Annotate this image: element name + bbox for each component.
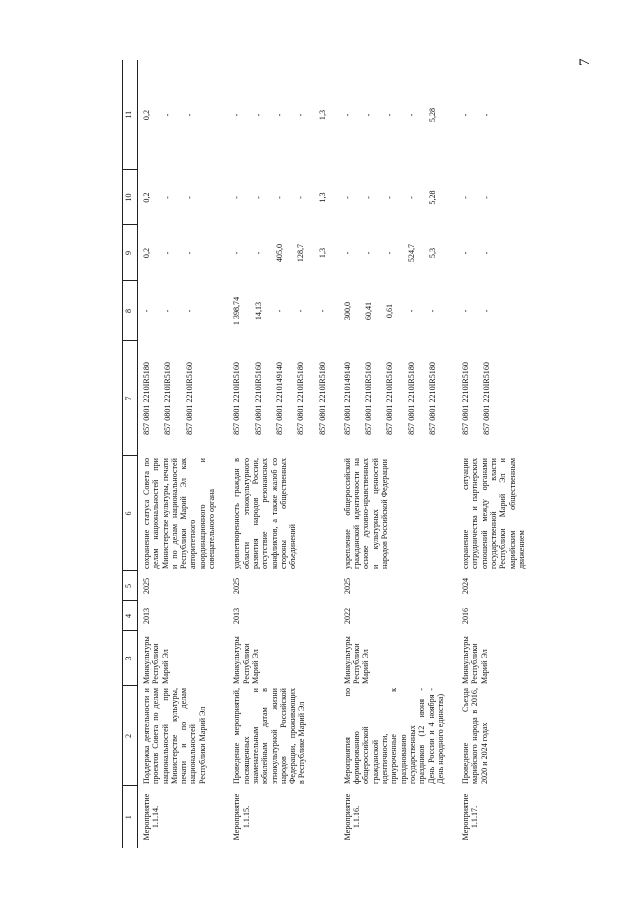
value-cell: 5,28 (428, 107, 438, 123)
kbk-code: 857 0801 2210IR5180 (428, 362, 438, 435)
value-cell: - (274, 113, 284, 117)
kbk-code: 857 0801 2210IR5180 (296, 362, 306, 435)
activity-name: Проведение Съезда марийского народа в 2016, 2020 и 2024 годах (461, 688, 489, 784)
value-cell: - (317, 309, 327, 313)
col8-values (457, 281, 538, 341)
value-cell: 60,41 (364, 301, 374, 321)
value-cell: - (342, 251, 352, 255)
value-cell: - (184, 113, 194, 117)
activity-name: Проведение мероприятий, посвященных знаменательным и юбилейным датам в этнокультурной жизни народов Российской Федерации, проживающих в Республике Марий Эл (232, 688, 307, 784)
col8-values (138, 281, 229, 341)
value-cell: - (184, 309, 194, 313)
start-year: 2022 (342, 607, 352, 625)
end-year: 2024 (461, 577, 471, 595)
value-cell: 0,2 (142, 192, 151, 203)
value-cell: - (253, 113, 263, 117)
start-year: 2016 (461, 607, 471, 625)
kbk-code: 857 0801 2210IR5180 (142, 362, 151, 435)
value-cell: - (461, 309, 471, 313)
value-cell: - (296, 196, 306, 199)
table-row (228, 60, 338, 848)
start-year: 2013 (232, 607, 242, 625)
kbk-codes (228, 341, 338, 456)
col9-values (457, 225, 538, 281)
column-header: 3 (123, 631, 138, 686)
value-cell: - (461, 251, 471, 255)
value-cell: - (342, 113, 352, 117)
col8-values (339, 281, 457, 341)
col10-values (228, 170, 338, 225)
value-cell: - (461, 196, 471, 199)
kbk-code: 857 0801 2210IR5160 (163, 362, 173, 435)
activity-name: Мероприятия по формированию общероссийской гражданской идентичности, приуроченные к празднованию государственных праздников (12 июня - День России и 4 ноября - День народного единства) (342, 688, 445, 784)
column-header: 2 (123, 686, 138, 786)
value-cell: - (406, 196, 416, 199)
executor: Минкультуры Республики Марий Эл (342, 636, 371, 684)
value-cell: 1 398,74 (232, 296, 242, 326)
value-cell: - (482, 113, 492, 117)
col9-values (138, 225, 229, 281)
kbk-code: 857 0801 2210IR5160 (253, 362, 263, 435)
column-header: 1 (123, 786, 138, 848)
value-cell: - (482, 196, 492, 199)
col9-values (339, 225, 457, 281)
value-cell: - (163, 113, 173, 117)
activity-id: Мероприятие 1.1.15. (232, 793, 251, 841)
kbk-code: 857 0801 2210IR5160 (461, 362, 471, 435)
value-cell: 1,3 (317, 247, 327, 259)
value-cell: - (184, 251, 194, 255)
kbk-code: 857 0801 2210IR5160 (364, 362, 374, 435)
end-year: 2025 (342, 577, 352, 595)
activity-id: Мероприятие 1.1.17. (461, 793, 480, 841)
executor: Минкультуры Республики Марий Эл (232, 636, 260, 684)
value-cell: 128,7 (296, 243, 306, 263)
value-cell: - (274, 309, 284, 313)
kbk-code: 857 0801 2210IR5160 (385, 362, 395, 435)
header-row (123, 60, 138, 848)
kbk-code: 857 0801 2210IR5180 (317, 362, 327, 435)
column-header: 9 (123, 225, 138, 281)
value-cell: - (461, 113, 471, 117)
expected-result: сохранение ситуации сотрудничества и партнерских отношений между органами государственной власти Республики Марий Эл и марийским общественным движением (461, 458, 526, 569)
col11-values (339, 60, 457, 170)
executor: Минкультуры Республики Марий Эл (461, 636, 489, 684)
value-cell: - (385, 113, 395, 117)
col11-values (457, 60, 538, 170)
column-header: 8 (123, 281, 138, 341)
table-row (138, 60, 229, 848)
value-cell: - (296, 309, 306, 313)
col10-values (457, 170, 538, 225)
value-cell: - (253, 196, 263, 199)
value-cell: - (364, 196, 374, 199)
value-cell: - (364, 113, 374, 117)
value-cell: - (163, 251, 173, 255)
rotated-landscape-page (122, 60, 526, 848)
kbk-code: 857 0801 2210IR5160 (232, 362, 242, 435)
value-cell: - (482, 251, 492, 255)
value-cell: 1,3 (317, 109, 327, 121)
executor: Минкультуры Республики Марий Эл (142, 636, 170, 684)
start-year: 2013 (142, 607, 151, 625)
column-header: 11 (123, 60, 138, 170)
program-activities-table (122, 60, 538, 848)
value-cell: - (342, 196, 352, 199)
column-header: 10 (123, 170, 138, 225)
expected-result: удовлетворенность граждан в области этнокультурного развития народов России, отсутствие резонансных конфликтов, а также жалоб со стороны общественных объединений (232, 458, 298, 569)
kbk-code: 857 0801 2210IR5160 (184, 362, 194, 435)
table-row (457, 60, 538, 848)
value-cell: 0,61 (385, 303, 395, 319)
value-cell: - (385, 251, 395, 255)
value-cell: 5,3 (428, 247, 438, 259)
value-cell: 5,28 (428, 190, 438, 205)
column-header: 7 (123, 341, 138, 456)
value-cell: 0,2 (142, 247, 151, 259)
value-cell: - (274, 196, 284, 199)
column-header: 6 (123, 456, 138, 571)
value-cell: - (406, 309, 416, 313)
value-cell: - (253, 251, 263, 255)
value-cell: 405,0 (274, 243, 284, 263)
col8-values (228, 281, 338, 341)
col11-values (228, 60, 338, 170)
activity-id: Мероприятие 1.1.16. (342, 793, 362, 841)
col11-values (138, 60, 229, 170)
kbk-code: 857 0801 2210149140 (342, 362, 352, 435)
value-cell: - (482, 309, 492, 313)
value-cell: - (163, 309, 173, 313)
col9-values (228, 225, 338, 281)
value-cell: 300,0 (342, 301, 352, 321)
kbk-code: 857 0801 2210IR5160 (482, 362, 492, 435)
value-cell: - (142, 309, 151, 313)
kbk-code: 857 0801 2210IR5180 (406, 362, 416, 435)
value-cell: - (406, 113, 416, 117)
kbk-codes (339, 341, 457, 456)
value-cell: - (184, 196, 194, 199)
end-year: 2025 (142, 577, 151, 595)
page-number: 7 (577, 58, 593, 66)
activity-id: Мероприятие 1.1.14. (142, 793, 161, 841)
value-cell: 14,13 (253, 301, 263, 321)
value-cell: - (385, 196, 395, 199)
value-cell: - (232, 113, 242, 117)
value-cell: 524,7 (406, 243, 416, 263)
table-row (339, 60, 457, 848)
col10-values (138, 170, 229, 225)
value-cell: - (163, 196, 173, 199)
value-cell: 1,3 (317, 192, 327, 203)
value-cell: - (296, 113, 306, 117)
value-cell: 0,2 (142, 109, 151, 121)
column-header: 5 (123, 571, 138, 601)
end-year: 2025 (232, 577, 242, 595)
expected-result: укрепление общероссийской гражданской идентичности на основе духовно-нравственных и культурных ценностей народов Российской Федерации (342, 458, 390, 569)
value-cell: - (364, 251, 374, 255)
value-cell: - (232, 196, 242, 199)
expected-result: сохранение статуса Совета по делам национальностей при Министерстве культуры, печати и по делам национальностей Республики Марий Эл как авторитетного координационного и совещательного органа (142, 458, 217, 569)
value-cell: - (428, 309, 438, 313)
value-cell: - (232, 251, 242, 255)
column-header: 4 (123, 601, 138, 631)
col10-values (339, 170, 457, 225)
kbk-codes (138, 341, 229, 456)
activity-name: Поддержка деятельности и проектов Совета по делам национальностей при Министерстве культуры, печати и по делам национальностей Республики Марий Эл (142, 688, 207, 784)
kbk-codes (457, 341, 538, 456)
kbk-code: 857 0801 2210149140 (274, 362, 284, 435)
